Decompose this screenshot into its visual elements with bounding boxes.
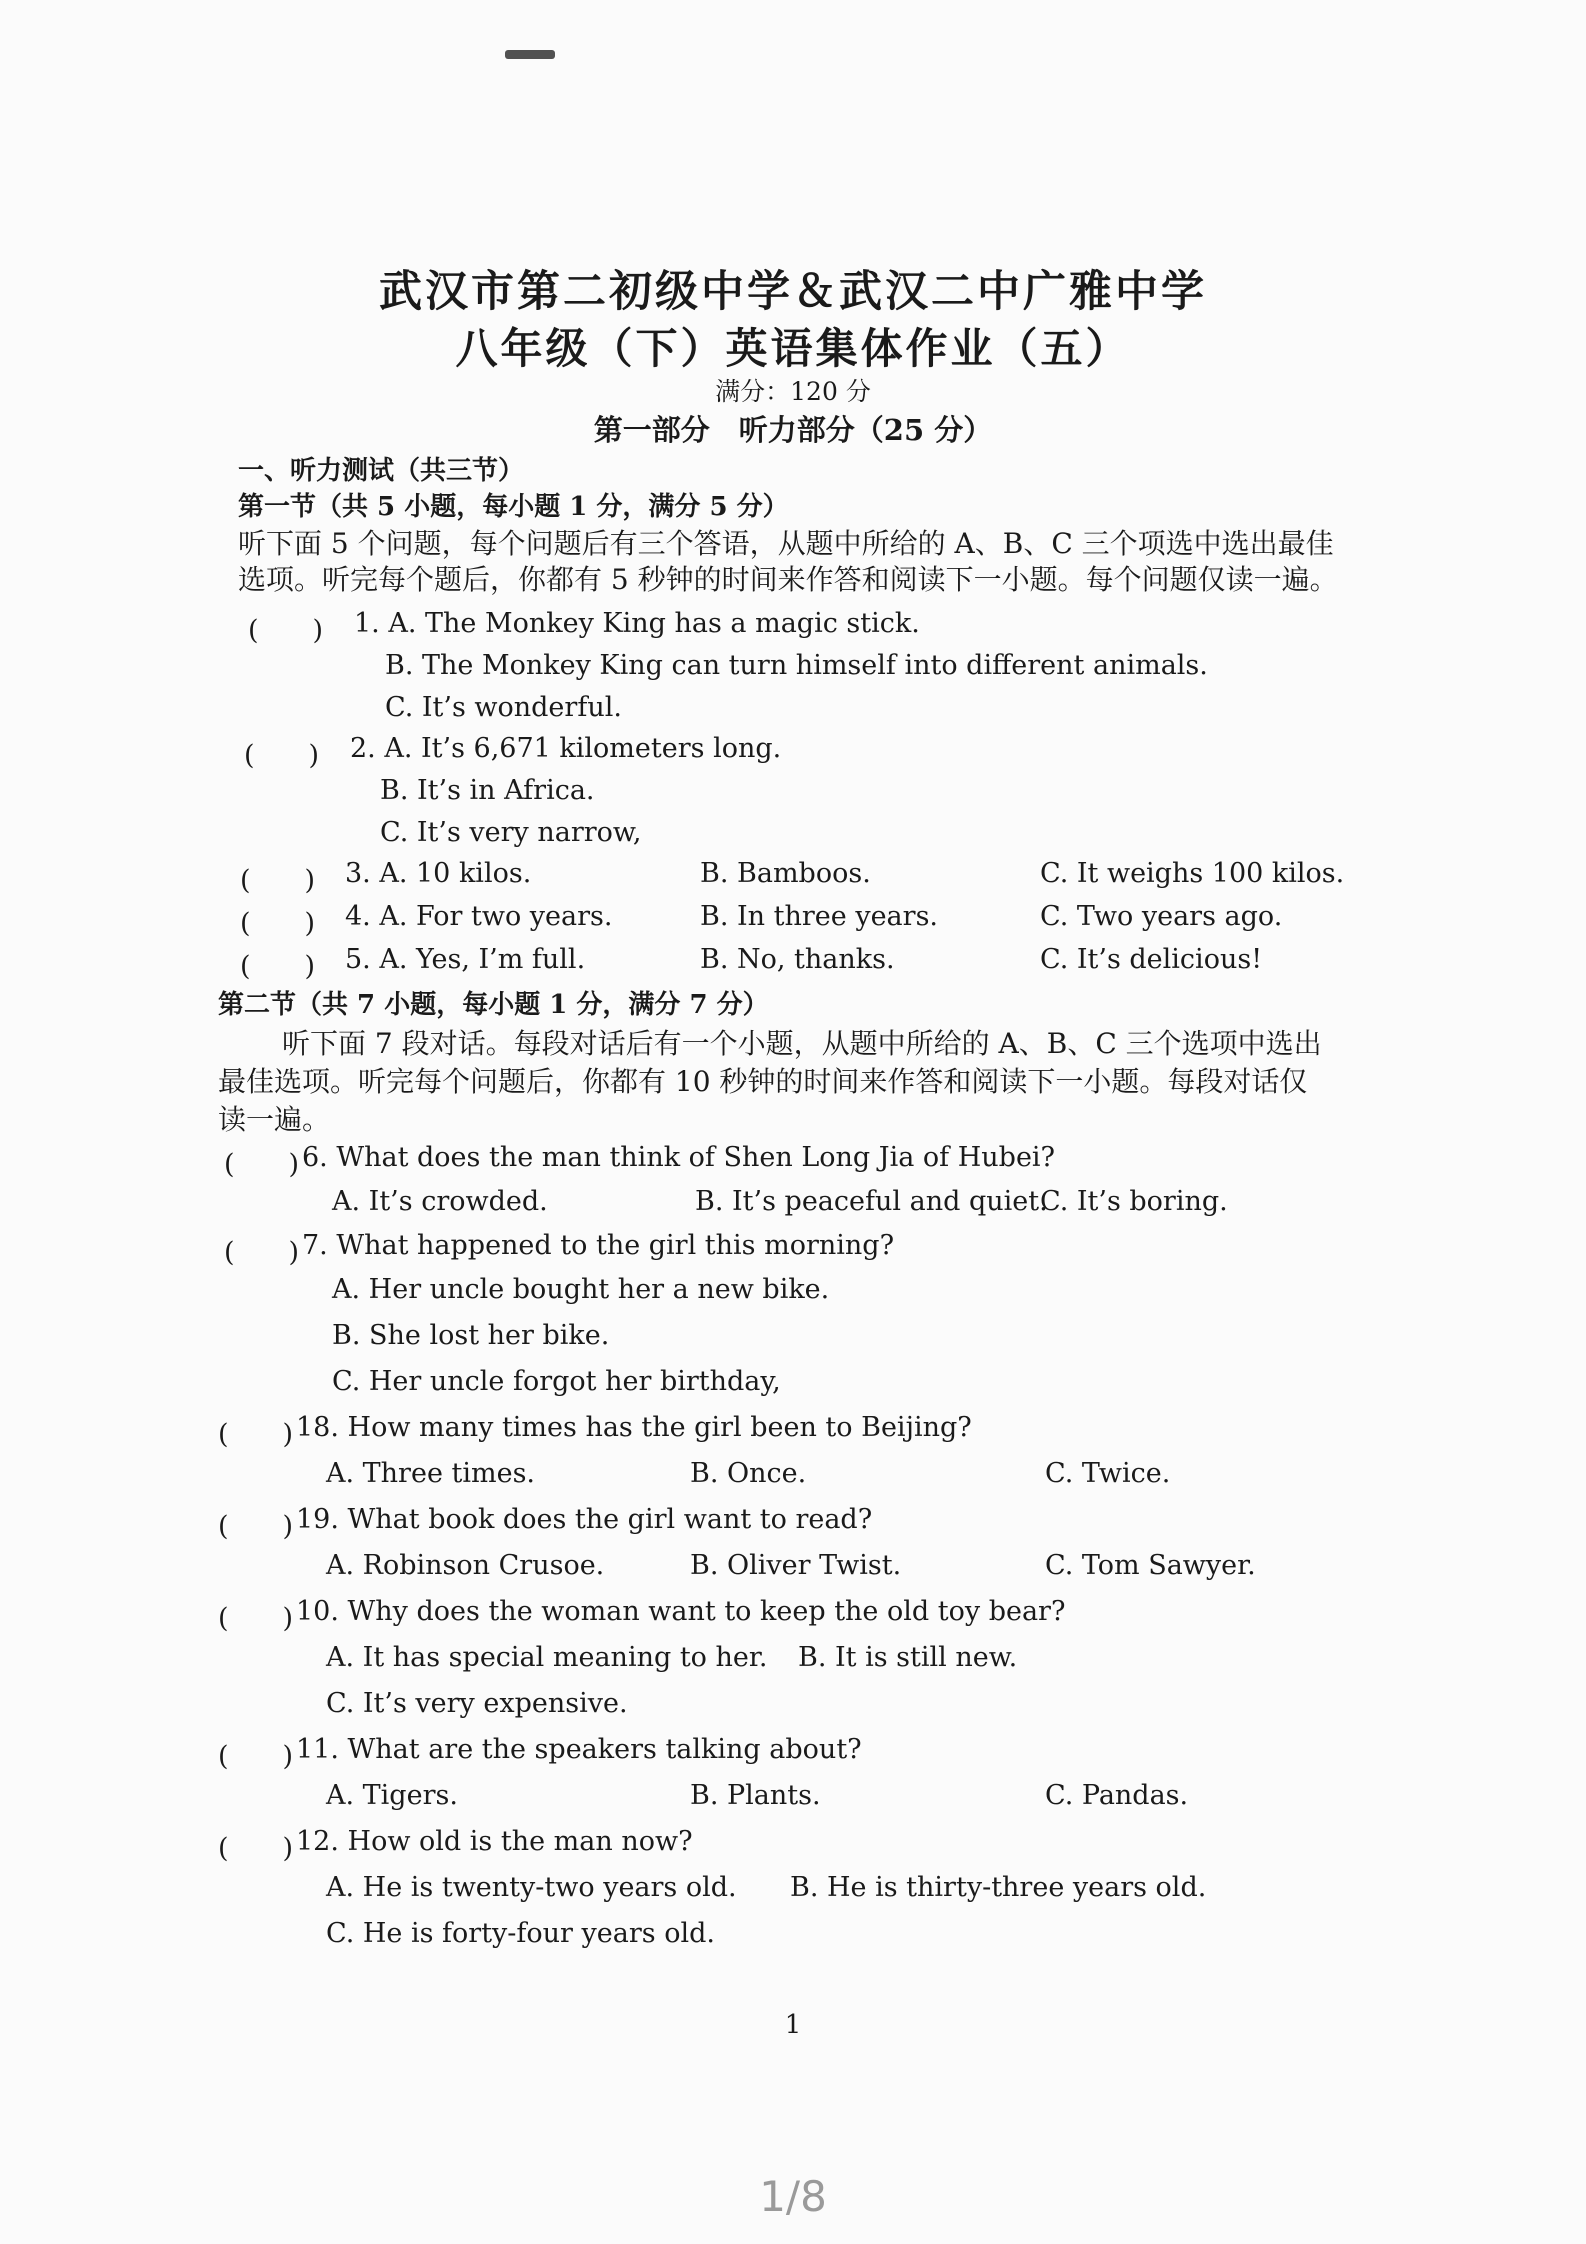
answer-bracket: ( ) xyxy=(218,1833,294,1864)
answer-bracket: ( ) xyxy=(248,615,324,646)
scan-smudge xyxy=(505,50,555,59)
q7-option-a: A. Her uncle bought her a new bike. xyxy=(332,1274,830,1305)
q12-option-c: C. He is forty-four years old. xyxy=(326,1918,715,1949)
q7-option-c: C. Her uncle forgot her birthday, xyxy=(332,1366,781,1397)
q11-option-b: B. Plants. xyxy=(690,1780,821,1811)
q12-question: 12. How old is the man now? xyxy=(296,1826,693,1857)
section2-instruction-line3: 读一遍。 xyxy=(218,1103,331,1136)
q6-option-a: A. It’s crowded. xyxy=(332,1186,548,1217)
q9-option-b: B. Oliver Twist. xyxy=(690,1550,902,1581)
answer-bracket: ( ) xyxy=(240,951,316,982)
q5-option-c: C. It’s delicious! xyxy=(1040,944,1263,975)
q12-option-b: B. He is thirty-three years old. xyxy=(790,1872,1207,1903)
q7-question: 7. What happened to the girl this morning? xyxy=(302,1230,895,1261)
q3-option-c: C. It weighs 100 kilos. xyxy=(1040,858,1345,889)
q7-option-b: B. She lost her bike. xyxy=(332,1320,610,1351)
answer-bracket: ( ) xyxy=(218,1419,294,1450)
page-number: 1 xyxy=(784,2010,802,2040)
section1-title: 第一节（共 5 小题，每小题 1 分，满分 5 分） xyxy=(238,492,789,522)
q8-option-c: C. Twice. xyxy=(1045,1458,1171,1489)
section2-title: 第二节（共 7 小题，每小题 1 分，满分 7 分） xyxy=(218,990,769,1020)
q2-option-a: 2. A. It’s 6,671 kilometers long. xyxy=(350,733,782,764)
answer-bracket: ( ) xyxy=(224,1237,300,1268)
section2-instruction-line1: 听下面 7 段对话。每段对话后有一个小题，从题中所给的 A、B、C 三个选项中选出 xyxy=(282,1027,1322,1060)
q4-option-c: C. Two years ago. xyxy=(1040,901,1283,932)
q9-option-a: A. Robinson Crusoe. xyxy=(326,1550,605,1581)
q10-option-a: A. It has special meaning to her. xyxy=(326,1642,768,1673)
answer-bracket: ( ) xyxy=(218,1511,294,1542)
q2-option-b: B. It’s in Africa. xyxy=(380,775,595,806)
q8-option-b: B. Once. xyxy=(690,1458,807,1489)
answer-bracket: ( ) xyxy=(218,1603,294,1634)
answer-bracket: ( ) xyxy=(218,1741,294,1772)
full-score: 满分：120 分 xyxy=(715,377,871,406)
q9-option-c: C. Tom Sawyer. xyxy=(1045,1550,1256,1581)
q8-option-a: A. Three times. xyxy=(326,1458,536,1489)
q5-option-a: 5. A. Yes, I’m full. xyxy=(345,944,586,975)
q11-question: 11. What are the speakers talking about? xyxy=(296,1734,862,1765)
q8-question: 18. How many times has the girl been to Beijing? xyxy=(296,1412,972,1443)
q4-option-b: B. In three years. xyxy=(700,901,939,932)
assignment-title: 八年级（下）英语集体作业（五） xyxy=(455,324,1131,373)
section2-instruction-line2: 最佳选项。听完每个问题后，你都有 10 秒钟的时间来作答和阅读下一小题。每段对话仅 xyxy=(218,1065,1308,1098)
q1-option-c: C. It’s wonderful. xyxy=(385,692,622,723)
answer-bracket: ( ) xyxy=(244,740,320,771)
q12-option-a: A. He is twenty-two years old. xyxy=(326,1872,737,1903)
section1-instruction-line1: 听下面 5 个问题，每个问题后有三个答语，从题中所给的 A、B、C 三个项选中选出最佳 xyxy=(238,527,1334,560)
q11-option-a: A. Tigers. xyxy=(326,1780,458,1811)
q5-option-b: B. No, thanks. xyxy=(700,944,895,975)
part-one-heading: 第一部分 听力部分（25 分） xyxy=(593,413,993,447)
school-title: 武汉市第二初级中学＆武汉二中广雅中学 xyxy=(379,267,1207,317)
q10-question: 10. Why does the woman want to keep the old toy bear? xyxy=(296,1596,1066,1627)
q11-option-c: C. Pandas. xyxy=(1045,1780,1189,1811)
q3-option-a: 3. A. 10 kilos. xyxy=(345,858,532,889)
q6-option-b: B. It’s peaceful and quiet. xyxy=(695,1186,1048,1217)
listening-heading: 一、听力测试（共三节） xyxy=(238,456,525,486)
q1-option-a: 1. A. The Monkey King has a magic stick. xyxy=(354,608,920,639)
q3-option-b: B. Bamboos. xyxy=(700,858,871,889)
answer-bracket: ( ) xyxy=(224,1149,300,1180)
q2-option-c: C. It’s very narrow, xyxy=(380,817,642,848)
q6-question: 6. What does the man think of Shen Long Jia of Hubei? xyxy=(302,1142,1056,1173)
q10-option-c: C. It’s very expensive. xyxy=(326,1688,628,1719)
answer-bracket: ( ) xyxy=(240,865,316,896)
q4-option-a: 4. A. For two years. xyxy=(345,901,613,932)
q9-question: 19. What book does the girl want to read? xyxy=(296,1504,873,1535)
page-counter: 1/8 xyxy=(759,2172,827,2221)
q1-option-b: B. The Monkey King can turn himself into different animals. xyxy=(385,650,1208,681)
section1-instruction-line2: 选项。听完每个题后，你都有 5 秒钟的时间来作答和阅读下一小题。每个问题仅读一遍。 xyxy=(238,563,1338,596)
q6-option-c: C. It’s boring. xyxy=(1040,1186,1228,1217)
q10-option-b: B. It is still new. xyxy=(798,1642,1018,1673)
answer-bracket: ( ) xyxy=(240,908,316,939)
